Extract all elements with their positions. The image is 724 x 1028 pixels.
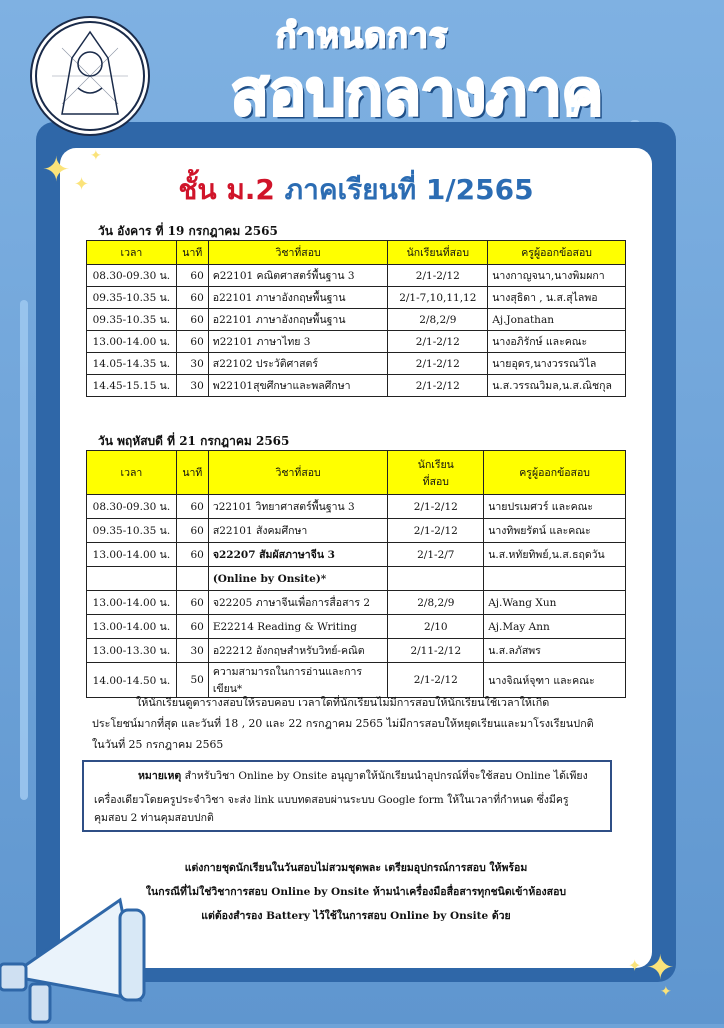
day1-table — [86, 240, 626, 397]
cell-teacher: น.ส.หทัยทิพย์,น.ส.ธฤดวัน — [484, 543, 626, 567]
cell-time: 09.35-10.35 น. — [87, 309, 177, 331]
note-line: ให้นักเรียนดูตารางสอบให้รอบคอบ เวลาใดที่นักเรียนไม่มีการสอบให้นักเรียนใช้เวลาให้เกิด — [136, 696, 550, 709]
cell-students: 2/10 — [388, 615, 484, 639]
cell-minutes: 60 — [176, 287, 208, 309]
cell-subject: อ22212 อังกฤษสำหรับวิทย์-คณิต — [208, 639, 388, 663]
col-teacher: ครูผู้ออกข้อสอบ — [488, 241, 626, 265]
table-row — [87, 639, 626, 663]
remark-lead: หมายเหตุ — [138, 770, 182, 782]
cell-teacher: นายอุดร,นางวรรณวิไล — [488, 353, 626, 375]
footer-line: ในกรณีที่ไม่ใช่วิชาการสอบ Online by Onsite ห้ามนำเครื่องมือสื่อสารทุกชนิดเข้าห้องสอบ — [145, 886, 567, 898]
table-row — [87, 567, 626, 591]
note-line: ในวันที่ 25 กรกฎาคม 2565 — [92, 738, 224, 751]
cell-subject: ความสามารถในการอ่านและการเขียน* — [208, 663, 388, 698]
cell-subject: จ22207 สัมผัสภาษาจีน 3 — [208, 543, 388, 567]
notes-block — [92, 692, 612, 755]
cell-minutes: 30 — [176, 375, 208, 397]
header-main-title: สอบกลางภาค — [230, 56, 604, 129]
cell-subject: ส22101 สังคมศึกษา — [208, 519, 388, 543]
table-row — [87, 543, 626, 567]
cell-subject: ส22102 ประวัติศาสตร์ — [208, 353, 388, 375]
cell-teacher: นางสุธิดา , น.ส.สุไลพอ — [488, 287, 626, 309]
table-row — [87, 331, 626, 353]
cell-subject: ท22101 ภาษาไทย 3 — [208, 331, 388, 353]
cell-students: 2/8,2/9 — [388, 309, 488, 331]
header-small-title: กำหนดการ — [275, 16, 449, 56]
col-students-line2: ที่สอบ — [422, 475, 449, 488]
cell-teacher — [484, 567, 626, 591]
cell-teacher: Aj.Wang Xun — [484, 591, 626, 615]
footer-instructions — [60, 856, 652, 928]
cell-subject: E22214 Reading & Writing — [208, 615, 388, 639]
cell-subject: อ22101 ภาษาอังกฤษพื้นฐาน — [208, 309, 388, 331]
day1-label: วัน อังคาร ที่ 19 กรกฎาคม 2565 — [98, 224, 278, 238]
cell-time: 13.00-14.00 น. — [87, 615, 177, 639]
cell-minutes: 30 — [176, 353, 208, 375]
sparkle-icon: ✦ — [42, 150, 71, 190]
remark-box — [82, 760, 612, 832]
sparkle-icon: ✦ — [646, 948, 675, 988]
cell-students: 2/1-2/12 — [388, 519, 484, 543]
cell-teacher: น.ส.ลภัสพร — [484, 639, 626, 663]
col-students — [388, 451, 484, 495]
cell-time: 09.35-10.35 น. — [87, 287, 177, 309]
cell-minutes: 60 — [176, 265, 208, 287]
cell-subject: อ22101 ภาษาอังกฤษพื้นฐาน — [208, 287, 388, 309]
cell-teacher: นางจิณห์จุฑา และคณะ — [484, 663, 626, 698]
col-teacher: ครูผู้ออกข้อสอบ — [484, 451, 626, 495]
cell-students: 2/11-2/12 — [388, 639, 484, 663]
sparkle-icon: ✦ — [628, 956, 642, 975]
cell-time: 14.00-14.50 น. — [87, 663, 177, 698]
table-row — [87, 309, 626, 331]
cell-minutes: 60 — [176, 615, 208, 639]
remark-line: คุมสอบ 2 ท่านคุมสอบปกติ — [94, 812, 214, 824]
cell-subject: (Online by Onsite)* — [208, 567, 388, 591]
cell-time: 14.45-15.15 น. — [87, 375, 177, 397]
footer-line: แต่งกายชุดนักเรียนในวันสอบไม่สวมชุดพละ เตรียมอุปกรณ์การสอบ ให้พร้อม — [184, 862, 528, 874]
table-row — [87, 495, 626, 519]
cell-minutes: 60 — [176, 591, 208, 615]
cell-subject: พ22101สุขศึกษาและพลศึกษา — [208, 375, 388, 397]
cell-students: 2/1-2/12 — [388, 353, 488, 375]
col-subject: วิชาที่สอบ — [208, 451, 388, 495]
cell-students: 2/1-2/12 — [388, 375, 488, 397]
table-row — [87, 265, 626, 287]
cell-subject: ค22101 คณิตศาสตร์พื้นฐาน 3 — [208, 265, 388, 287]
cell-minutes — [176, 567, 208, 591]
remark-line: เครื่องเดียวโดยครูประจำวิชา จะส่ง link แบบทดสอบผ่านระบบ Google form ให้ในเวลาที่กำหนด ซึ่งมีครู — [94, 794, 569, 806]
sparkle-icon: ✦ — [90, 148, 102, 164]
table-row — [87, 519, 626, 543]
cell-minutes: 60 — [176, 519, 208, 543]
day1-header-row — [87, 241, 626, 265]
cell-teacher: Aj.May Ann — [484, 615, 626, 639]
cell-teacher: นางกาญจนา,นางพิมผกา — [488, 265, 626, 287]
grade-label: ชั้น ม.2 — [178, 173, 275, 206]
col-minutes: นาที — [176, 241, 208, 265]
sparkle-icon: ✦ — [74, 174, 90, 195]
exam-title — [60, 168, 652, 212]
remark-line: สำหรับวิชา Online by Onsite อนุญาตให้นักเรียนนำอุปกรณ์ที่จะใช้สอบ Online ได้เพียง — [184, 770, 588, 782]
table-row — [87, 375, 626, 397]
table-row — [87, 353, 626, 375]
cell-teacher: นางทิพยรัตน์ และคณะ — [484, 519, 626, 543]
cell-students: 2/1-7,10,11,12 — [388, 287, 488, 309]
cell-minutes: 60 — [176, 495, 208, 519]
cell-time: 08.30-09.30 น. — [87, 495, 177, 519]
cell-teacher: นายปรเมศวร์ และคณะ — [484, 495, 626, 519]
cell-teacher: นางอภิรักษ์ และคณะ — [488, 331, 626, 353]
cell-time: 14.05-14.35 น. — [87, 353, 177, 375]
day2-table — [86, 450, 626, 698]
cell-time — [87, 567, 177, 591]
sparkle-icon: ✦ — [660, 984, 672, 1000]
cell-students: 2/1-2/12 — [388, 265, 488, 287]
note-line: ประโยชน์มากที่สุด และวันที่ 18 , 20 และ 22 กรกฎาคม 2565 ไม่มีการสอบให้หยุดเรียนและมาโรงเรียนปกติ — [92, 717, 594, 730]
cell-time: 13.00-14.00 น. — [87, 591, 177, 615]
col-time: เวลา — [87, 451, 177, 495]
cell-teacher: Aj.Jonathan — [488, 309, 626, 331]
col-students-line1: นักเรียน — [417, 458, 454, 471]
term-label: ภาคเรียนที่ 1/2565 — [284, 173, 534, 206]
col-students: นักเรียนที่สอบ — [388, 241, 488, 265]
col-minutes: นาที — [176, 451, 208, 495]
cell-students — [388, 567, 484, 591]
col-subject: วิชาที่สอบ — [208, 241, 388, 265]
cell-minutes: 30 — [176, 639, 208, 663]
cell-time: 08.30-09.30 น. — [87, 265, 177, 287]
cell-subject: ว22101 วิทยาศาสตร์พื้นฐาน 3 — [208, 495, 388, 519]
day2-header-row — [87, 451, 626, 495]
cell-time: 13.00-13.30 น. — [87, 639, 177, 663]
cell-students: 2/1-2/7 — [388, 543, 484, 567]
table-row — [87, 591, 626, 615]
cell-minutes: 60 — [176, 543, 208, 567]
footer-line: แต่ต้องสำรอง Battery ไว้ใช้ในการสอบ Online by Onsite ด้วย — [201, 910, 511, 922]
table-row — [87, 287, 626, 309]
cell-minutes: 50 — [176, 663, 208, 698]
cell-students: 2/8,2/9 — [388, 591, 484, 615]
cell-time: 13.00-14.00 น. — [87, 543, 177, 567]
cell-minutes: 60 — [176, 331, 208, 353]
cell-students: 2/1-2/12 — [388, 663, 484, 698]
cell-time: 13.00-14.00 น. — [87, 331, 177, 353]
cell-students: 2/1-2/12 — [388, 495, 484, 519]
cell-subject: จ22205 ภาษาจีนเพื่อการสื่อสาร 2 — [208, 591, 388, 615]
decor-stripe — [20, 300, 28, 800]
table-row — [87, 615, 626, 639]
col-time: เวลา — [87, 241, 177, 265]
cell-teacher: น.ส.วรรณวิมล,น.ส.ณิชกุล — [488, 375, 626, 397]
cell-minutes: 60 — [176, 309, 208, 331]
day2-label: วัน พฤหัสบดี ที่ 21 กรกฎาคม 2565 — [98, 434, 290, 448]
cell-students: 2/1-2/12 — [388, 331, 488, 353]
cell-time: 09.35-10.35 น. — [87, 519, 177, 543]
